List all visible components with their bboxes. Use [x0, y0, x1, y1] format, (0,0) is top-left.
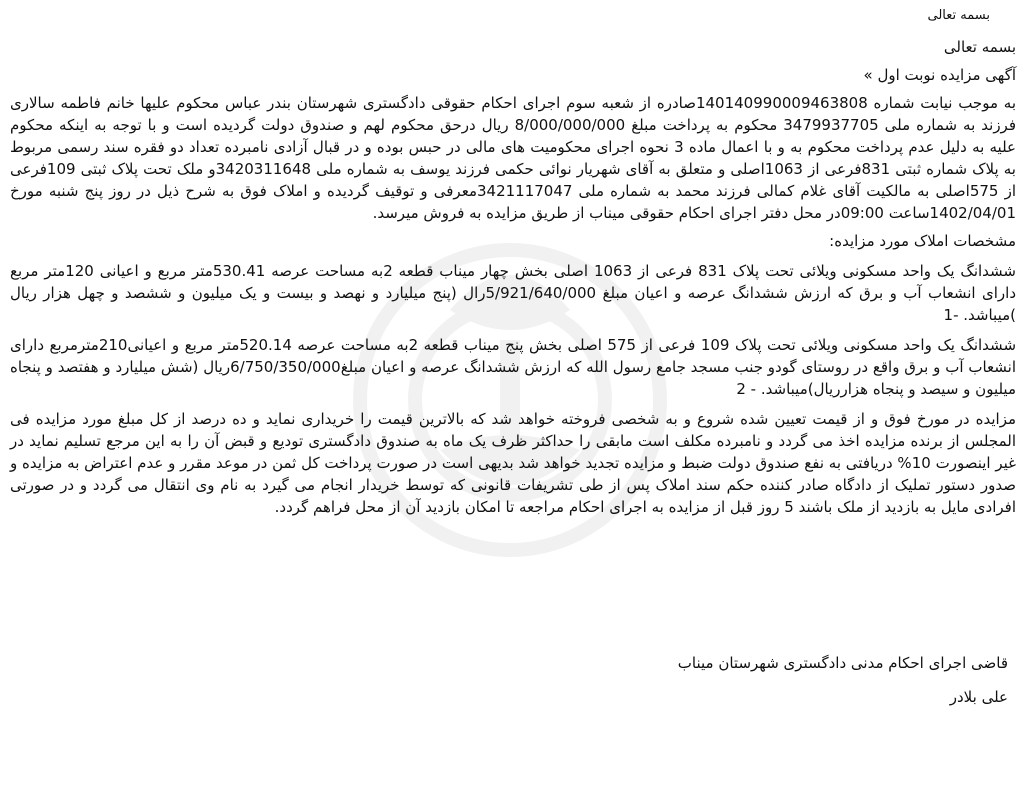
- document-subtitle: آگهی مزایده نوبت اول »: [863, 66, 1016, 84]
- signature-title: قاضی اجرای احکام مدنی دادگستری شهرستان میناب: [677, 654, 1008, 672]
- specs-heading: مشخصات املاک مورد مزایده:: [829, 232, 1016, 250]
- signature-block: [678, 652, 1008, 708]
- header-basmala-small: بسمه تعالی: [927, 8, 990, 23]
- property-item-2: ششدانگ یک واحد مسکونی ویلائی تحت پلاک 109 فرعی از 575 اصلی بخش پنج میناب قطعه 2به مساحت عرصه 520.14متر مربع و اعیانی210مترمربع دارای انشعاب آب و برق واقع در روستای گودو جنب مسجد جامع رسول الله که ارزش ششدانگ عرصه و اعیان مبلغ6/750/350/000ریال (شش میلیارد و هفتصد و پنجاه میلیون و سیصد و پنجاه هزارریال)میباشد. - 2: [10, 336, 1017, 398]
- property-item-1: ششدانگ یک واحد مسکونی ویلائی تحت پلاک 831 فرعی از 1063 اصلی بخش چهار میناب قطعه 2به مساحت عرصه 530.41متر مربع و اعیانی 120متر مربع دارای انشعاب آب و برق که ارزش ششدانگ عرصه و اعیان مبلغ 5/921/640/000رال (پنج میلیارد و نهصد و بیست و یک میلیون و ششصد و چهل هزار ریال )میباشد. -1: [10, 262, 1017, 324]
- document-title: بسمه تعالی: [943, 38, 1016, 56]
- document-body: [10, 4, 1016, 518]
- signature-name: علی بلادر: [949, 688, 1008, 706]
- terms-paragraph: مزایده در مورخ فوق و از قیمت تعیین شده شروع و به شخصی فروخته خواهد شد که بالاترین قیمت را خریداری نماید و ده درصد از کل مبلغ مورد مزایده فی المجلس از برنده مزایده اخذ می گردد و نامبرده مکلف است مابقی را حداکثر ظرف یک ماه به صندوق دادگستری تودیع و قبض آن را به این مرجع تسلیم نماید در غیر اینصورت 10% دریافتی به نفع صندوق دولت ضبط و مزایده تجدید خواهد شد بدیهی است در صورت پرداخت کل ثمن در موعد مقرر و عدم اعتراض به مزایده و صدور دستور تملیک از دادگاه صادر کننده حکم سند املاک پس از طی تشریفات قانونی که توسط خریدار انجام می گیرد به نام وی انتقال می گردد و در صورتی افرادی مایل به بازدید از ملک باشند 5 روز قبل از مزایده به اجرای احکام مراجعه تا امکان بازدید آن از محل فراهم گردد.: [10, 410, 1016, 516]
- intro-paragraph: به موجب نیابت شماره 140140990009463808صادره از شعبه سوم اجرای احکام حقوقی دادگستری شهرستان بندر عباس محکوم علیها خانم فاطمه سالاری فرزند به شماره ملی 3479937705 محکوم به پرداخت مبلغ 8/000/000/000 ریال درحق محکوم لهم و صندوق دولت گردیده است و با توجه به اینکه محکوم علیه به دلیل عدم پرداخت محکوم به و با اعمال ماده 3 نحوه اجرای محکومیت های مالی در حبس بوده و در قبال آزادی نامبرده تعداد دو فقره سند رسمی مربوط به پلاک شماره ثبتی 831فرعی از 1063اصلی و متعلق به آقای شهریار نوائی حکمی فرزند یوسف به شماره ملی 3420311648و ملک تحت پلاک ثبتی 109فرعی از 575اصلی به مالکیت آقای غلام کمالی فرزند محمد به شماره ملی 3421117047معرفی و توقیف گردیده و املاک فوق به شرح ذیل در روز پنج شنبه مورخ 1402/04/01ساعت 09:00در محل دفتر اجرای احکام حقوقی میناب از طریق مزایده به فروش میرسد.: [10, 94, 1017, 222]
